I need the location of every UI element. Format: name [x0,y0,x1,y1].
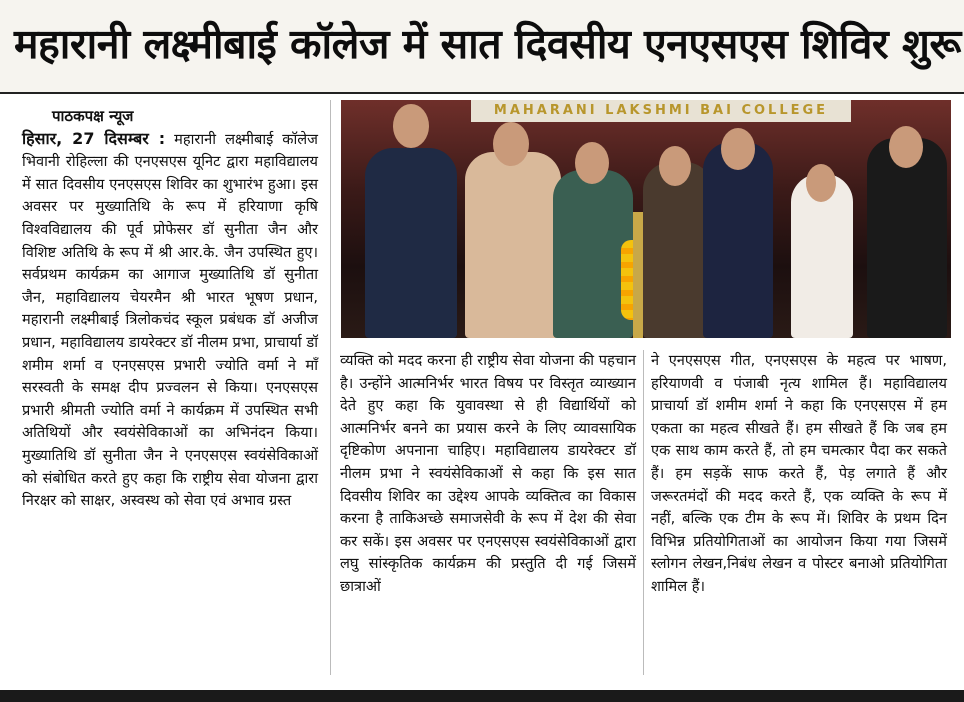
person-figure [703,142,773,338]
headline-band [0,0,964,94]
person-head [393,104,429,148]
person-head [721,128,755,170]
byline: पाठकपक्ष न्यूज [52,107,134,125]
photo-backdrop-banner: MAHARANI LAKSHMI BAI COLLEGE [471,100,851,122]
person-head [889,126,923,168]
article-column-1 [22,105,318,513]
person-head [493,122,529,166]
event-photo [341,100,951,338]
person-figure [867,138,947,338]
column-1-text: महारानी लक्ष्मीबाई कॉलेज भिवानी रोहिल्ला की एनएसएस यूनिट द्वारा महाविद्यालय में सात दिवसीय एनएसएस शिविर का शुभारंभ हुआ। इस अवसर पर मुख्यातिथि के रूप में हरियाणा कृषि विश्वविद्यालय की पूर्व प्रोफेसर डॉ सुनीता जैन और विशिष्ट अतिथि के रूप में श्री आर.के. जैन उपस्थित हुए। सर्वप्रथम कार्यक्रम का आगाज मुख्यातिथि डॉ सुनीता जैन, महाविद्यालय चेयरमैन श्री भारत भूषण प्रधान, महारानी लक्ष्मीबाई त्रिलोकचंद स्कूल प्रबंधक डॉ अजीज प्रधान, महाविद्यालय डायरेक्टर डॉ नीलम प्रभा, प्राचार्या डॉ शमीम शर्मा व एनएसएस प्रभारी ज्योति वर्मा ने माँ सरस्वती के समक्ष दीप प्रज्वलन से किया। एनएसएस प्रभारी श्रीमती ज्योति वर्मा ने कार्यक्रम में उपस्थित सभी अतिथियों और स्वयंसेविकाओं का अभिनंदन किया। मुख्यातिथि डॉ सुनीता जैन ने एनएसएस स्वयंसेविकाओं को संबोधित करते हुए कहा कि राष्ट्रीय सेवा योजना द्वारा निरक्षर को साक्षर, अस्वस्थ को सेवा एवं अभाव ग्रस्त [22,130,319,510]
article-column-2 [340,350,636,599]
person-head [659,146,691,186]
dateline: हिसार, 27 दिसम्बर : [22,128,166,148]
column-divider [330,100,331,675]
page-bottom-bar [0,690,964,702]
column-2-text: व्यक्ति को मदद करना ही राष्ट्रीय सेवा योजना की पहचान है। उन्होंने आत्मनिर्भर भारत विषय पर विस्तृत व्याख्यान देते हुए कहा कि युवावस्था से ही विद्यार्थियों को आत्मनिर्भर बनने का प्रयास करने के लिए व्यावसायिक दृष्टिकोण अपनाना चाहिए। महाविद्यालय डायरेक्टर डॉ नीलम प्रभा ने स्वयंसेविकाओं से कहा कि इस सात दिवसीय शिविर का उद्देश्य आपके व्यक्तित्व का विकास करना है ताकिअच्छे समाजसेवी के रूप में देश की सेवा कर सकें। इस अवसर पर एनएसएस स्वयंसेविकाओं द्वारा लघु सांस्कृतिक कार्यक्रम की प्रस्तुति दी गई जिसमें छात्राओं [340,352,636,595]
person-head [806,164,836,202]
person-figure [365,148,457,338]
column-divider [643,350,644,675]
headline: महारानी लक्ष्मीबाई कॉलेज में सात दिवसीय एनएसएस शिविर शुरू [14,20,961,68]
person-figure [465,152,561,338]
ceremonial-lamp [633,212,643,338]
person-head [575,142,609,184]
column-3-text: ने एनएसएस गीत, एनएसएस के महत्व पर भाषण, हरियाणवी व पंजाबी नृत्य शामिल हैं। महाविद्यालय प्राचार्या डॉ शमीम शर्मा ने कहा कि एनएसएस में हम एकता का महत्व सीखते हैं। हम सीखते हैं कि जब हम एक साथ काम करते हैं, तो हम चमत्कार पैदा कर सकते हैं। हम सड़कें साफ करते हैं, पेड़ लगाते हैं और जरूरतमंदों की मदद करते हैं, एक व्यक्ति के रूप में नहीं, बल्कि एक टीम के रूप में। शिविर के प्रथम दिन विभिन्न प्रतियोगिताओं का आयोजन किया गया जिसमें स्लोगन लेखन,निबंध लेखन व पोस्टर बनाओ प्रतियोगिता शामिल हैं। [651,352,947,595]
article-column-3 [651,350,947,599]
